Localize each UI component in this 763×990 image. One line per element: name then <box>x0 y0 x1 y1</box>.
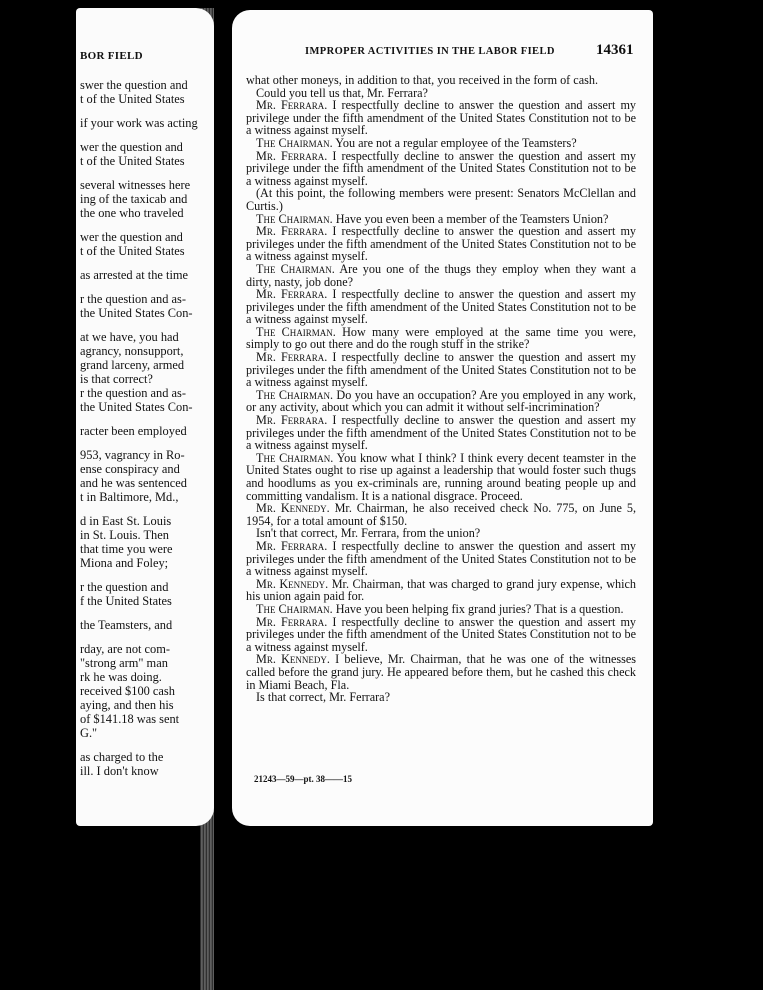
left-running-header: BOR FIELD <box>80 50 143 62</box>
left-text-line: r the question and as- <box>80 292 186 306</box>
running-header: IMPROPER ACTIVITIES IN THE LABOR FIELD <box>305 46 555 57</box>
paragraph-text: what other moneys, in addition to that, you received in the form of cash. <box>246 73 598 87</box>
left-text-line: r the question and as- <box>80 386 186 400</box>
left-text-line: t in Baltimore, Md., <box>80 490 179 504</box>
left-text-line: Miona and Foley; <box>80 556 169 570</box>
left-page-text <box>80 78 212 778</box>
transcript-paragraph <box>246 389 636 414</box>
transcript-paragraph <box>246 452 636 502</box>
line-gap <box>80 168 212 178</box>
left-text-line: in St. Louis. Then <box>80 528 169 542</box>
print-footer: 21243—59—pt. 38——15 <box>254 774 353 784</box>
transcript-paragraph <box>246 326 636 351</box>
transcript-paragraph <box>246 578 636 603</box>
paragraph-text: Is that correct, Mr. Ferrara? <box>256 690 390 705</box>
left-text-line: wer the question and <box>80 140 183 154</box>
speaker-name: The Chairman. <box>256 211 333 226</box>
page-number: 14361 <box>596 42 634 58</box>
speaker-name: Mr. Ferrara. <box>256 287 328 302</box>
line-gap <box>80 258 212 268</box>
left-text-line: G." <box>80 726 98 740</box>
paragraph-text: I respectfully decline to answer the question and assert my privileges under the fifth amendment of the United States Constitution not to be a witness against myself. <box>246 538 637 579</box>
left-text-line: ing of the taxicab and <box>80 192 188 206</box>
left-text-line: the one who traveled <box>80 206 184 220</box>
transcript-paragraph <box>246 653 636 691</box>
right-page <box>232 10 653 826</box>
left-text-line: received $100 cash <box>80 684 175 698</box>
left-text-line: ill. I don't know <box>80 764 159 778</box>
left-text-line: the Teamsters, and <box>80 618 173 632</box>
speaker-name: The Chairman. <box>256 387 334 402</box>
left-text-line: rk he was doing. <box>80 670 162 684</box>
paragraph-text: Are you one of the thugs they employ when they want a dirty, nasty, job done? <box>246 261 636 289</box>
paragraph-text: I believe, Mr. Chairman, that he was one of the witnesses called before the grand jury. He appeared before them, but he cashed this check in Miami Beach, Fla. <box>246 652 636 692</box>
transcript-paragraph <box>246 225 636 263</box>
paragraph-text: Have you even been a member of the Teamsters Union? <box>335 211 609 226</box>
speaker-name: Mr. Ferrara. <box>256 98 328 113</box>
transcript-paragraph <box>246 351 636 389</box>
paragraph-text: How many were employed at the same time you were, simply to go out there and do the rough stuff in the strike? <box>246 324 637 352</box>
line-gap <box>80 570 212 580</box>
left-text-line: the United States Con- <box>80 400 193 414</box>
left-text-line: rday, are not com- <box>80 642 171 656</box>
paragraph-text: Could you tell us that, Mr. Ferrara? <box>256 85 428 100</box>
transcript-paragraph <box>246 502 636 527</box>
left-text-line: grand larceny, armed <box>80 358 185 372</box>
paragraph-text: I respectfully decline to answer the question and assert my privileges under the fifth amendment of the United States Constitution not to be a witness against myself. <box>246 614 637 654</box>
paragraph-text: You know what I think? I think every decent teamster in the United States ought to rise up against a leadership that would foster such thugs and hoodlums as you ex-criminals are, running around beating people up and committing vandalism. It is a national disgrace. Proceed. <box>246 450 636 503</box>
line-gap <box>80 282 212 292</box>
left-text-line: the United States Con- <box>80 306 193 320</box>
paragraph-text: Mr. Chairman, he also received check No. 775, on June 5, 1954, for a total amount of $150. <box>246 501 636 528</box>
left-text-line: ense conspiracy and <box>80 462 180 476</box>
paragraph-text: I respectfully decline to answer the question and assert my privilege under the fifth amendment of the United States Constitution not to be a witness against myself. <box>246 98 637 138</box>
line-gap <box>80 130 212 140</box>
speaker-name: The Chairman. <box>256 324 336 339</box>
line-gap <box>80 220 212 230</box>
speaker-name: Mr. Ferrara. <box>256 413 328 428</box>
line-gap <box>80 438 212 448</box>
left-text-line: that time you were <box>80 542 173 556</box>
line-gap <box>80 106 212 116</box>
speaker-name: Mr. Ferrara. <box>256 224 328 239</box>
line-gap <box>80 608 212 618</box>
left-text-line: if your work was acting <box>80 116 198 130</box>
speaker-name: Mr. Kennedy. <box>256 576 329 591</box>
transcript-paragraph <box>246 616 636 654</box>
left-text-line: at we have, you had <box>80 330 179 344</box>
transcript-paragraph <box>246 150 636 188</box>
left-text-line: f the United States <box>80 594 172 608</box>
left-text-line: 953, vagrancy in Ro- <box>80 448 185 462</box>
speaker-name: The Chairman. <box>256 135 333 150</box>
speaker-name: Mr. Ferrara. <box>256 148 328 163</box>
left-text-line: is that correct? <box>80 372 153 386</box>
left-text-line: swer the question and <box>80 78 188 92</box>
left-text-line: as arrested at the time <box>80 268 189 282</box>
paragraph-text: I respectfully decline to answer the question and assert my privilege under the fifth amendment of the United States Constitution not to be a witness against myself. <box>246 148 637 188</box>
speaker-name: Mr. Ferrara. <box>256 350 328 365</box>
left-text-line: "strong arm" man <box>80 656 168 670</box>
line-gap <box>80 414 212 424</box>
line-gap <box>80 632 212 642</box>
speaker-name: Mr. Kennedy. <box>256 501 330 516</box>
paragraph-text: (At this point, the following members were present: Senators McClellan and Curtis.) <box>246 186 636 213</box>
left-text-line: several witnesses here <box>80 178 191 192</box>
left-text-line: d in East St. Louis <box>80 514 172 528</box>
left-text-line: wer the question and <box>80 230 183 244</box>
left-text-line: t of the United States <box>80 92 185 106</box>
speaker-name: Mr. Kennedy. <box>256 652 330 667</box>
left-text-line: aying, and then his <box>80 698 174 712</box>
transcript-paragraph <box>246 263 636 288</box>
left-text-line: t of the United States <box>80 244 185 258</box>
left-text-line: racter been employed <box>80 424 187 438</box>
transcript-paragraph <box>246 288 636 326</box>
transcript-paragraph <box>246 540 636 578</box>
left-text-line: as charged to the <box>80 750 164 764</box>
line-gap <box>80 504 212 514</box>
left-text-line: of $141.18 was sent <box>80 712 180 726</box>
paragraph-text: Mr. Chairman, that was charged to grand jury expense, which his union again paid for. <box>246 576 637 604</box>
paragraph-text: I respectfully decline to answer the question and assert my privileges under the fifth amendment of the United States Constitution not to be a witness against myself. <box>246 413 637 453</box>
paragraph-text: Have you been helping fix grand juries? That is a question. <box>335 601 624 616</box>
paragraph-text: Do you have an occupation? Are you employed in any work, or any activity, about which you can admit it without self-incrimination? <box>246 387 636 415</box>
left-text-line: and he was sentenced <box>80 476 187 490</box>
transcript-paragraph <box>246 187 636 212</box>
speaker-name: Mr. Ferrara. <box>256 538 328 553</box>
speaker-name: The Chairman. <box>256 261 335 276</box>
transcript-paragraph <box>246 414 636 452</box>
paragraph-text: Isn't that correct, Mr. Ferrara, from the union? <box>256 526 481 541</box>
transcript-body <box>246 74 636 704</box>
left-text-line: t of the United States <box>80 154 185 168</box>
paragraph-text: I respectfully decline to answer the question and assert my privileges under the fifth amendment of the United States Constitution not to be a witness against myself. <box>246 224 637 264</box>
speaker-name: Mr. Ferrara. <box>256 614 328 629</box>
left-text-line: r the question and <box>80 580 169 594</box>
transcript-paragraph <box>246 691 636 704</box>
line-gap <box>80 740 212 750</box>
line-gap <box>80 320 212 330</box>
speaker-name: The Chairman. <box>256 601 333 616</box>
transcript-paragraph <box>246 99 636 137</box>
left-text-line: agrancy, nonsupport, <box>80 344 184 358</box>
paragraph-text: I respectfully decline to answer the question and assert my privileges under the fifth amendment of the United States Constitution not to be a witness against myself. <box>246 287 637 327</box>
left-page <box>76 8 214 826</box>
paragraph-text: You are not a regular employee of the Teamsters? <box>335 135 577 150</box>
paragraph-text: I respectfully decline to answer the question and assert my privileges under the fifth amendment of the United States Constitution not to be a witness against myself. <box>246 350 637 390</box>
speaker-name: The Chairman. <box>256 450 334 465</box>
